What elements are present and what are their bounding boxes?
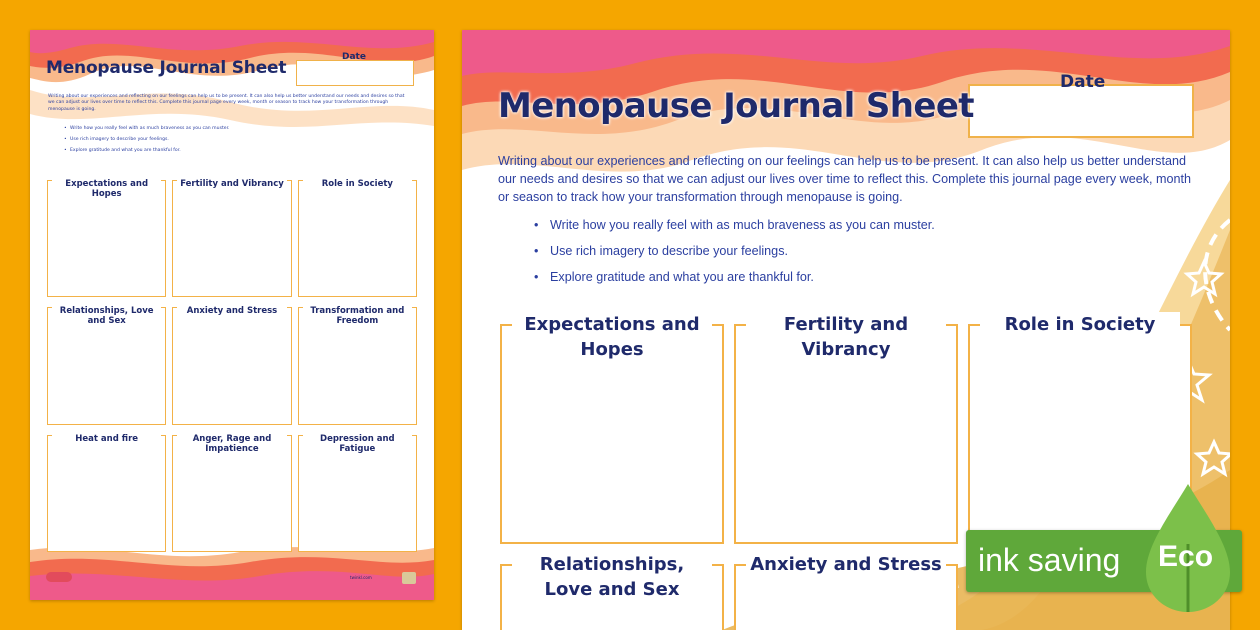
journal-box-title: Role in Society <box>980 312 1180 337</box>
journal-box-title: Heat and fire <box>52 434 161 444</box>
page-title: Menopause Journal Sheet <box>46 58 287 78</box>
date-label: Date <box>342 52 366 62</box>
small-page-preview <box>30 30 434 600</box>
journal-box[interactable] <box>47 180 166 297</box>
journal-box-title: Relationships, Love and Sex <box>512 552 712 602</box>
journal-box[interactable] <box>500 314 724 544</box>
journal-box[interactable] <box>172 435 291 552</box>
journal-box-title: Transformation and Freedom <box>303 306 412 326</box>
instruction-list <box>64 126 230 159</box>
ink-saving-label: ink saving <box>978 542 1121 578</box>
journal-box[interactable] <box>172 307 291 424</box>
journal-box-title: Fertility and Vibrancy <box>746 312 946 362</box>
journal-box-title: Anxiety and Stress <box>746 552 946 577</box>
journal-box[interactable] <box>47 435 166 552</box>
list-item: • Explore gratitude and what you are thankful for. <box>534 270 935 284</box>
list-item: • Write how you really feel with as much braveness as you can muster. <box>534 218 935 232</box>
journal-box[interactable] <box>500 554 724 630</box>
journal-box[interactable] <box>734 314 958 544</box>
list-item: • Use rich imagery to describe your feelings. <box>64 137 230 142</box>
journal-box-title: Fertility and Vibrancy <box>177 179 286 189</box>
intro-paragraph: Writing about our experiences and reflecting on our feelings can help us to be present. It can also help us better understand our needs and desires so that we can adjust our lives over time to reflect this. Complete this journal page every week, month or season to track how your transformation through menopause is going. <box>48 94 405 112</box>
journal-box-title: Expectations and Hopes <box>52 179 161 199</box>
date-field[interactable] <box>296 60 414 86</box>
journal-grid <box>47 180 417 552</box>
intro-paragraph: Writing about our experiences and reflecting on our feelings can help us to be present. It can also help us better understand our needs and desires so that we can adjust our lives over time to reflect this. Complete this journal page every week, month or season to track how your transformation through menopause is going. <box>498 154 1192 204</box>
publisher-logo <box>46 572 72 582</box>
page-title: Menopause Journal Sheet <box>498 86 974 126</box>
eco-leaf-icon <box>402 572 416 584</box>
journal-box[interactable] <box>298 435 417 552</box>
journal-box-title: Relationships, Love and Sex <box>52 306 161 326</box>
journal-box[interactable] <box>172 180 291 297</box>
journal-box-title: Depression and Fatigue <box>303 434 412 454</box>
journal-box[interactable] <box>47 307 166 424</box>
journal-box-title: Expectations and Hopes <box>512 312 712 362</box>
journal-box[interactable] <box>298 180 417 297</box>
date-field[interactable] <box>968 84 1194 138</box>
eco-label: Eco <box>1158 540 1214 573</box>
journal-box[interactable] <box>298 307 417 424</box>
footer-url: twinkl.com <box>350 575 372 580</box>
date-label: Date <box>1060 72 1106 92</box>
list-item: • Write how you really feel with as much braveness as you can muster. <box>64 126 230 131</box>
instruction-list <box>534 218 935 296</box>
list-item: • Explore gratitude and what you are thankful for. <box>64 148 230 153</box>
journal-box-title: Role in Society <box>303 179 412 189</box>
journal-box-title: Anger, Rage and Impatience <box>177 434 286 454</box>
journal-box-title: Anxiety and Stress <box>177 306 286 316</box>
list-item: • Use rich imagery to describe your feelings. <box>534 244 935 258</box>
journal-box[interactable] <box>734 554 958 630</box>
